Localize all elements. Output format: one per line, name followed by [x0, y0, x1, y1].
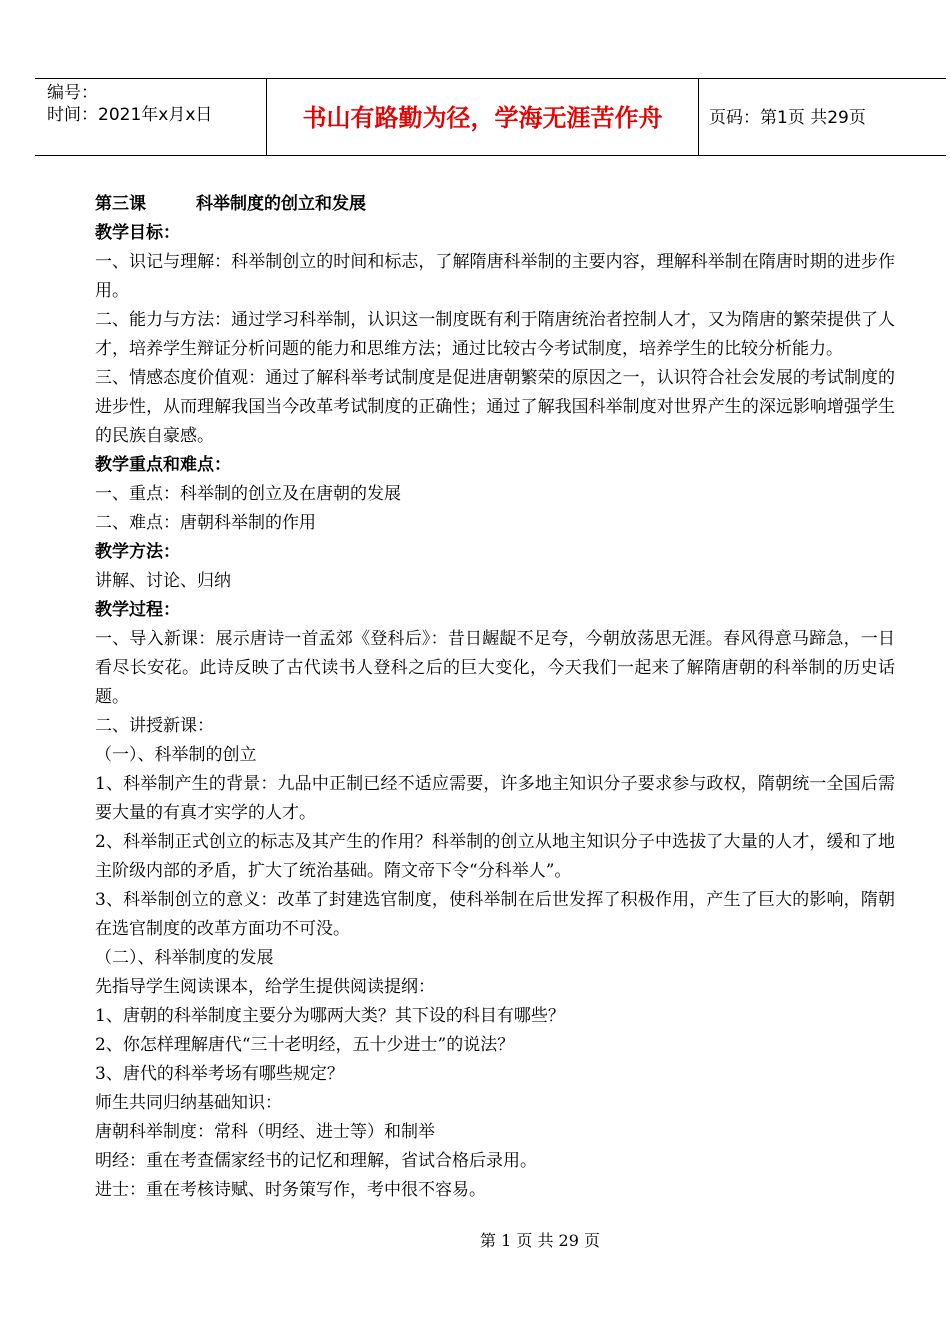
time-label: 时间：2021年x月x日 — [47, 105, 213, 125]
motto: 书山有路勤为径，学海无涯苦作舟 — [302, 104, 663, 132]
intro-paragraph: 一、导入新课：展示唐诗一首孟郊《登科后》：昔日龌龊不足夸，今朝放荡思无涯。春风得意马蹄急，一日看尽长安花。此诗反映了古代读书人登科之后的巨大变化，今天我们一起来了解隋唐朝的科举制的历史话题。 — [95, 629, 895, 707]
part1-item: 2、科举制正式创立的标志及其产生的作用？科举制的创立从地主知识分子中选拔了大量的人才，缓和了地主阶级内部的矛盾，扩大了统治基础。隋文帝下令“分科举人”。 — [95, 832, 895, 881]
jinshi-text: 进士：重在考核诗赋、时务策写作，考中很不容易。 — [95, 1180, 486, 1200]
header-page-cell — [699, 79, 946, 155]
part1-heading: （一）、科举制的创立 — [95, 745, 257, 765]
guide-text: 先指导学生阅读课本，给学生提供阅读提纲： — [95, 977, 435, 997]
page-code: 页码：第1页 共29页 — [709, 108, 866, 128]
document-header — [35, 78, 946, 156]
lesson-number: 第三课 — [95, 194, 146, 214]
difficulty-point: 二、难点：唐朝科举制的作用 — [95, 513, 316, 533]
lesson-name: 科举制度的创立和发展 — [196, 194, 366, 214]
tang-system-text: 唐朝科举制度：常科（明经、进士等）和制举 — [95, 1122, 435, 1142]
objectives-heading: 教学目标： — [95, 223, 180, 243]
lesson-title — [95, 190, 895, 219]
method-heading: 教学方法： — [95, 542, 180, 562]
page-footer: 第 1 页 共 29 页 — [480, 1231, 600, 1250]
summary-text: 师生共同归纳基础知识： — [95, 1093, 282, 1113]
part2-heading: （二）、科举制度的发展 — [95, 948, 274, 968]
header-info-cell — [35, 79, 267, 155]
objective-item: 三、情感态度价值观：通过了解科举考试制度是促进唐朝繁荣的原因之一，认识符合社会发展的考试制度的进步性，从而理解我国当今改革考试制度的正确性；通过了解我国科举制度对世界产生的深远影响增强学生的民族自豪感。 — [95, 368, 895, 446]
part1-item: 3、科举制创立的意义：改革了封建选官制度，使科举制在后世发挥了积极作用，产生了巨大的影响，隋朝在选官制度的改革方面功不可没。 — [95, 890, 895, 939]
part1-item: 1、科举制产生的背景：九品中正制已经不适应需要，许多地主知识分子要求参与政权，隋朝统一全国后需要大量的有真才实学的人才。 — [95, 774, 895, 823]
teach-new-heading: 二、讲授新课： — [95, 716, 214, 736]
key-point: 一、重点：科举制的创立及在唐朝的发展 — [95, 484, 401, 504]
objective-item: 一、识记与理解：科举制创立的时间和标志，了解隋唐科举制的主要内容，理解科举制在隋唐时期的进步作用。 — [95, 252, 895, 301]
question-item: 1、唐朝的科举制度主要分为哪两大类？其下设的科目有哪些？ — [95, 1006, 565, 1026]
document-body — [95, 190, 895, 1205]
mingjing-text: 明经：重在考查儒家经书的记忆和理解，省试合格后录用。 — [95, 1151, 537, 1171]
question-item: 2、你怎样理解唐代“三十老明经，五十少进士”的说法？ — [95, 1035, 515, 1055]
key-points-heading: 教学重点和难点： — [95, 455, 231, 475]
number-label: 编号： — [47, 83, 98, 103]
question-item: 3、唐代的科举考场有哪些规定？ — [95, 1064, 344, 1084]
methods-text: 讲解、讨论、归纳 — [95, 571, 231, 591]
header-motto-cell — [267, 79, 699, 155]
process-heading: 教学过程： — [95, 600, 180, 620]
objective-item: 二、能力与方法：通过学习科举制，认识这一制度既有利于隋唐统治者控制人才，又为隋唐的繁荣提供了人才，培养学生辩证分析问题的能力和思维方法；通过比较古今考试制度，培养学生的比较分析能力。 — [95, 310, 895, 359]
